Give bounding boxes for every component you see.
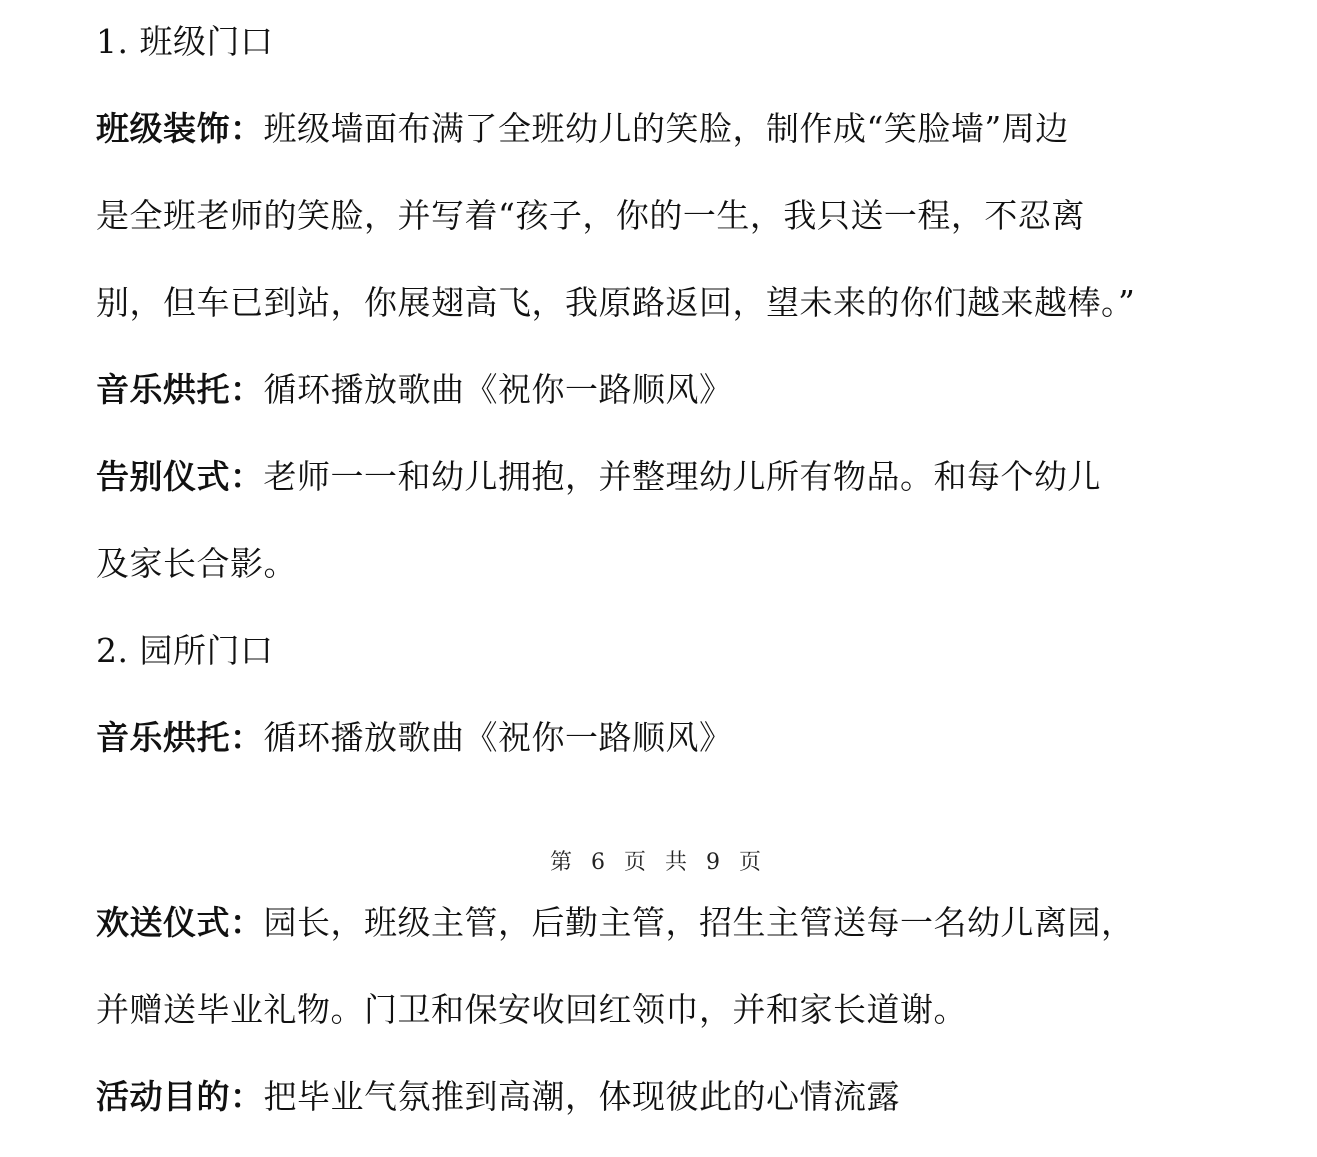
section-heading-class-entrance [96, 20, 1216, 64]
purpose-label: 活动目的： [96, 1077, 264, 1116]
paragraph-line [96, 194, 1216, 238]
paragraph-activity-purpose [96, 1075, 1216, 1119]
send-off-text-line-2: 并赠送毕业礼物。门卫和保安收回红领巾，并和家长道谢。 [96, 990, 967, 1029]
music-label: 音乐烘托： [96, 370, 264, 409]
paragraph-line [96, 542, 1216, 586]
decoration-text-line-1: 班级墙面布满了全班幼儿的笑脸，制作成“笑脸墙”周边 [263, 109, 1069, 148]
decoration-text-line-3: 别，但车已到站，你展翅高飞，我原路返回，望未来的你们越来越棒。” [96, 283, 1136, 322]
page-number: 第 6 页 共 9 页 [550, 850, 767, 875]
paragraph-music-1 [96, 368, 1216, 412]
music-text: 循环播放歌曲《祝你一路顺风》 [263, 718, 733, 757]
purpose-text: 把毕业气氛推到高潮，体现彼此的心情流露 [263, 1077, 900, 1116]
farewell-text-line-2: 及家长合影。 [96, 544, 297, 583]
send-off-label: 欢送仪式： [96, 903, 264, 942]
decoration-text-line-2: 是全班老师的笑脸，并写着“孩子，你的一生，我只送一程，不忍离 [96, 196, 1085, 235]
heading-text: 1. 班级门口 [96, 22, 274, 61]
music-text: 循环播放歌曲《祝你一路顺风》 [263, 370, 733, 409]
decoration-label: 班级装饰： [96, 109, 264, 148]
farewell-text-line-1: 老师一一和幼儿拥抱，并整理幼儿所有物品。和每个幼儿 [263, 457, 1101, 496]
send-off-text-line-1: 园长，班级主管，后勤主管，招生主管送每一名幼儿离园， [263, 903, 1135, 942]
paragraph-line [96, 281, 1216, 325]
music-label: 音乐烘托： [96, 718, 264, 757]
farewell-label: 告别仪式： [96, 457, 264, 496]
paragraph-send-off-ceremony [96, 901, 1216, 945]
paragraph-class-decoration [96, 107, 1216, 151]
heading-text: 2. 园所门口 [96, 631, 274, 670]
paragraph-music-2 [96, 716, 1216, 760]
section-heading-kindergarten-entrance [96, 629, 1216, 673]
paragraph-farewell-ceremony [96, 455, 1216, 499]
page-footer [0, 848, 1317, 878]
paragraph-line [96, 988, 1216, 1032]
